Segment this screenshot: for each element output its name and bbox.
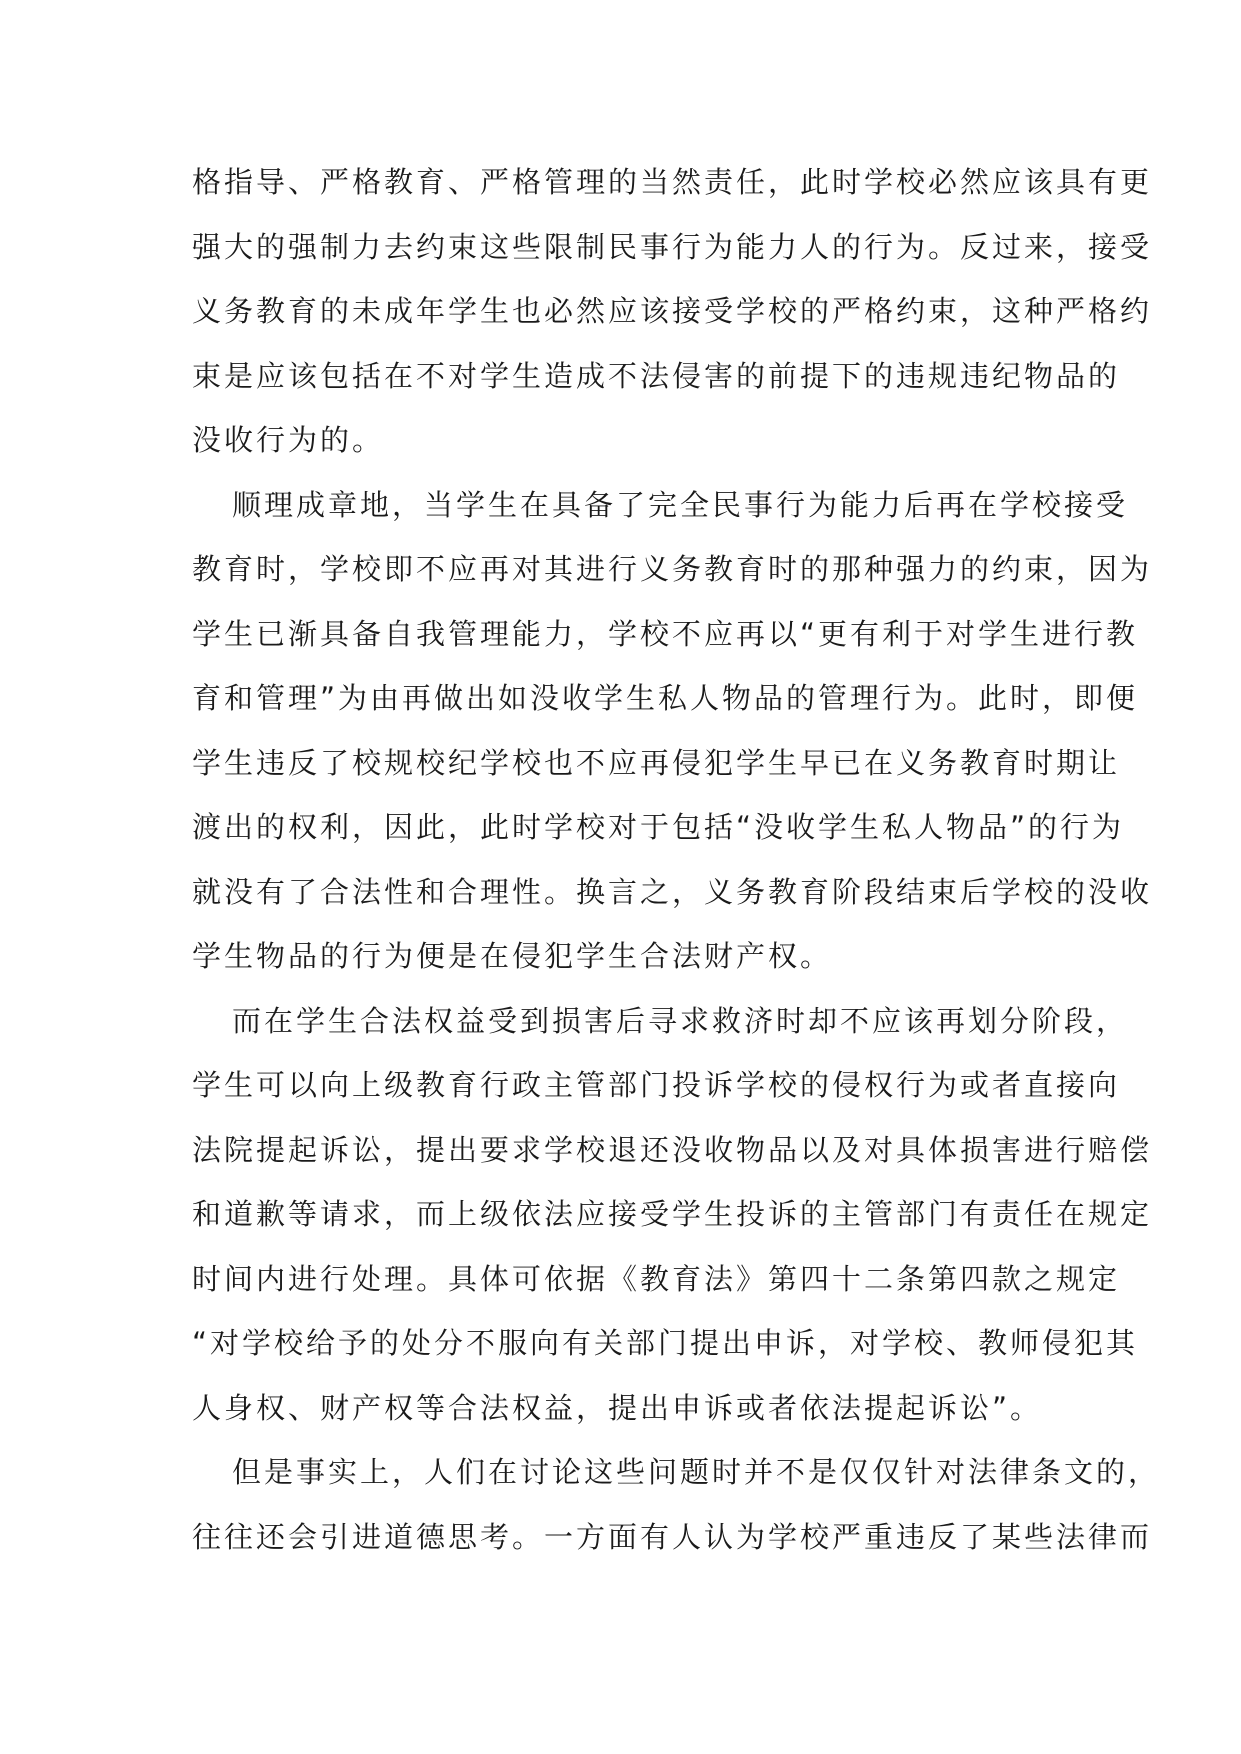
text-line: 学生违反了校规校纪学校也不应再侵犯学生早已在义务教育时期让 (192, 745, 1121, 780)
text-line: 学生已渐具备自我管理能力，学校不应再以“更有利于对学生进行教 (192, 616, 1139, 651)
text-line: 没收行为的。 (192, 423, 385, 457)
text-line: 教育时，学校即不应再对其进行义务教育时的那种强力的约束，因为 (192, 552, 1153, 586)
text-line: 就没有了合法性和合理性。换言之，义务教育阶段结束后学校的没收 (192, 874, 1153, 909)
body-text (192, 150, 1161, 1569)
text-line: 育和管理”为由再做出如没收学生私人物品的管理行为。此时，即便 (192, 681, 1139, 715)
text-line: 格指导、严格教育、严格管理的当然责任，此时学校必然应该具有更 (192, 165, 1153, 199)
text-line: 义务教育的未成年学生也必然应该接受学校的严格约束，这种严格约 (192, 294, 1153, 328)
text-line: 法院提起诉讼，提出要求学校退还没收物品以及对具体损害进行赔偿 (192, 1132, 1153, 1167)
paragraph-start-line: 顺理成章地，当学生在具备了完全民事行为能力后再在学校接受 (232, 487, 1129, 522)
text-line: 强大的强制力去约束这些限制民事行为能力人的行为。反过来，接受 (192, 229, 1153, 264)
text-line: 学生物品的行为便是在侵犯学生合法财产权。 (192, 939, 833, 973)
text-line: “对学校给予的处分不服向有关部门提出申诉，对学校、教师侵犯其 (192, 1326, 1139, 1360)
text-line: 束是应该包括在不对学生造成不法侵害的前提下的违规违纪物品的 (192, 358, 1121, 393)
paragraph-start-line: 而在学生合法权益受到损害后寻求救济时却不应该再划分阶段， (232, 1003, 1129, 1038)
text-line: 时间内进行处理。具体可依据《教育法》第四十二条第四款之规定 (192, 1261, 1121, 1296)
text-line: 渡出的权利，因此，此时学校对于包括“没收学生私人物品”的行为 (192, 810, 1125, 844)
text-line: 往往还会引进道德思考。一方面有人认为学校严重违反了某些法律而 (192, 1519, 1153, 1554)
text-line: 和道歉等请求，而上级依法应接受学生投诉的主管部门有责任在规定 (192, 1197, 1153, 1231)
text-line: 学生可以向上级教育行政主管部门投诉学校的侵权行为或者直接向 (192, 1068, 1121, 1102)
text-line: 人身权、财产权等合法权益，提出申诉或者依法提起诉讼”。 (192, 1390, 1043, 1425)
paragraph-start-line: 但是事实上，人们在讨论这些问题时并不是仅仅针对法律条文的， (232, 1455, 1161, 1489)
